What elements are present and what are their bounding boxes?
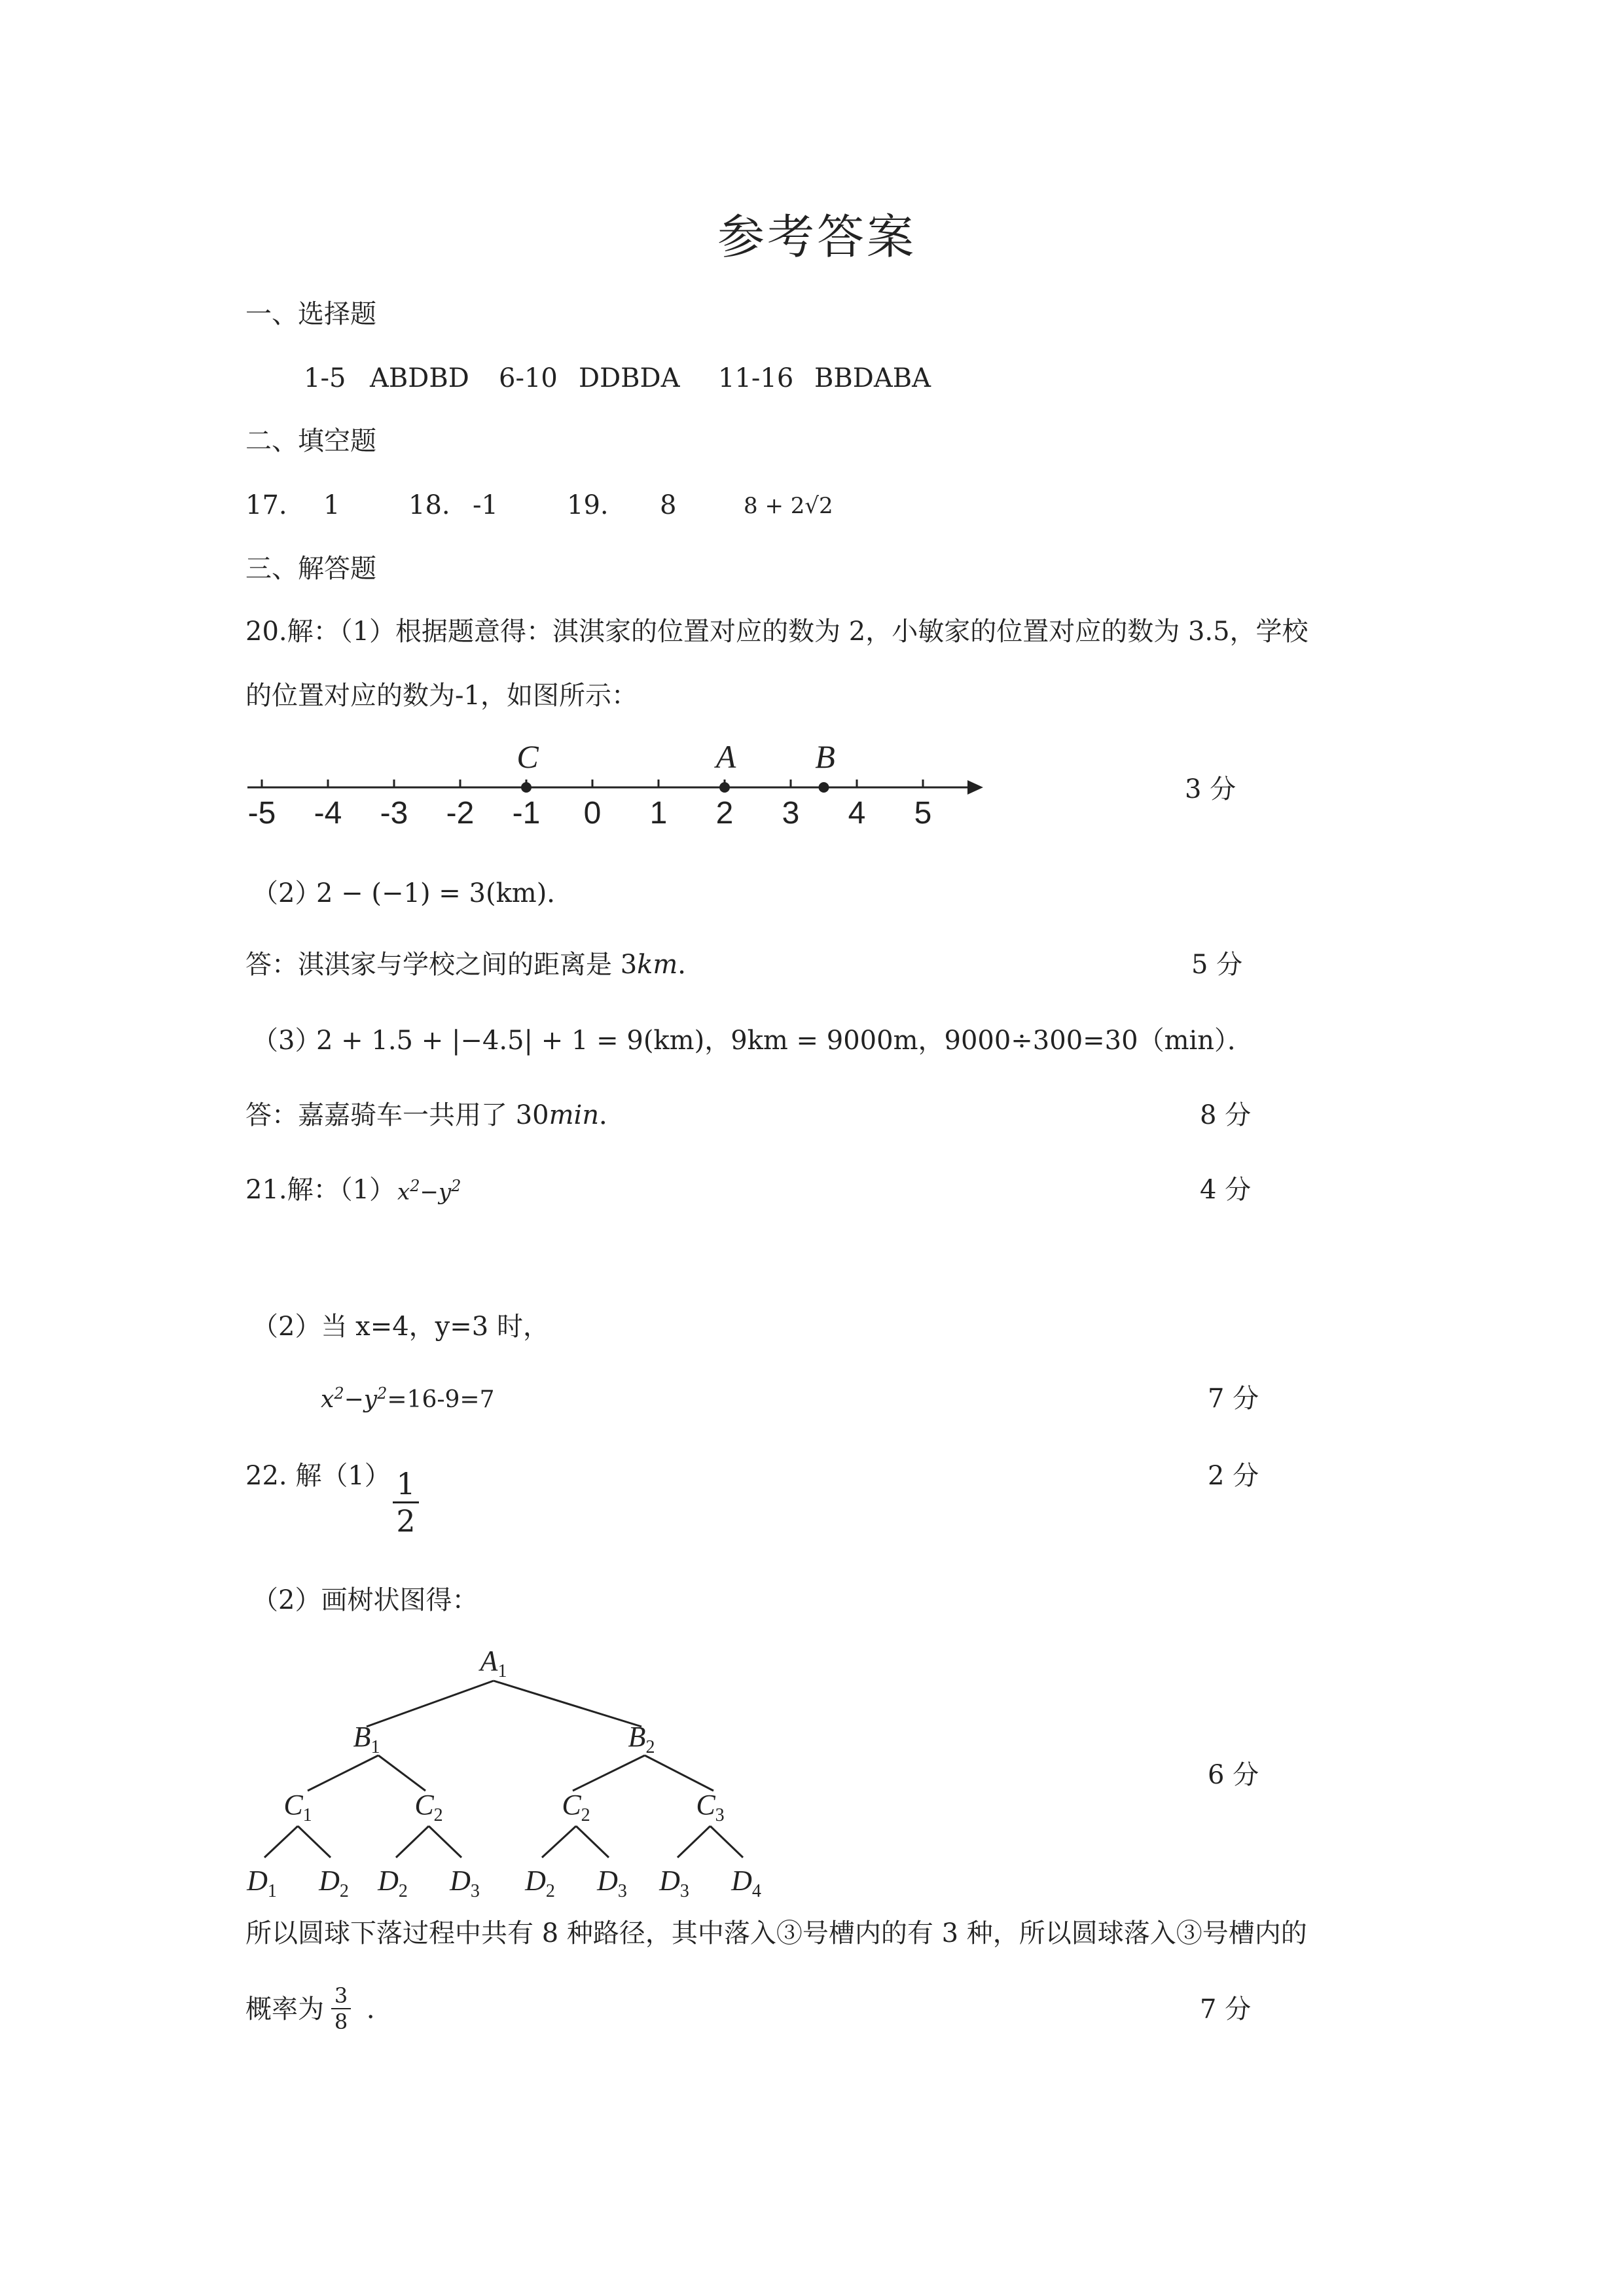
q22-frac1-den: 2: [396, 1503, 416, 1539]
q22-score3: 7 分: [1200, 1994, 1252, 2024]
tree-edge-b1-c2a: [378, 1755, 425, 1791]
tree-node-c3: $C_3$: [696, 1789, 725, 1825]
number-line-tick-label: 2: [715, 796, 734, 831]
tree-node-d3: $D_3$: [659, 1865, 689, 1901]
q21-part2: （2）当 x=4，y=3 时，: [252, 1312, 549, 1342]
q22-prob-prefix: 概率为: [245, 1994, 324, 2024]
q22-frac1-num: 1: [396, 1466, 416, 1501]
fill-ans-17: 1: [323, 490, 340, 520]
tree-edge-c2b-d2: [542, 1826, 576, 1857]
q20-part2-expr: 2 − (−1) = 3(km)．: [316, 878, 573, 908]
section2-heading: 二、填空题: [245, 426, 376, 456]
q20-answer3-unit: min: [549, 1100, 600, 1130]
q22-fraction-3-8: [331, 1983, 351, 2034]
fill-ans-18: -1: [473, 490, 498, 520]
tree-node-d3: $D_3$: [450, 1865, 480, 1901]
tree-edge-c1-d1: [264, 1826, 298, 1857]
q22-conclusion: 所以圆球下落过程中共有 8 种路径，其中落入③号槽内的有 3 种，所以圆球落入③号槽内的: [245, 1918, 1307, 1948]
fill-num-19: 19.: [567, 490, 609, 520]
tree-node-d3: $D_3$: [597, 1865, 627, 1901]
tree-node-d2: $D_2$: [378, 1865, 408, 1901]
q22-prob-suffix: ．: [367, 1994, 393, 2024]
q20-answer3-text: 答：嘉嘉骑车一共用了 30: [245, 1100, 549, 1130]
tree-edge-c1-d2: [298, 1826, 331, 1857]
q20-line2: 的位置对应的数为-1，如图所示：: [245, 681, 638, 711]
tree-node-a1: $A_1$: [480, 1645, 507, 1681]
q20-answer2-unit: km: [637, 950, 678, 980]
number-line-point-label-a: A: [715, 738, 736, 775]
q20-part3-expr: 2 + 1.5 + |−4.5| + 1 = 9(km)，9km = 9000m，9000÷300=30（min）．: [316, 1026, 1254, 1056]
tree-node-d1: $D_1$: [247, 1865, 277, 1901]
number-line-point-label-c: C: [516, 738, 539, 775]
tree-node-c1: $C_1$: [283, 1789, 312, 1825]
mc-range-1: 1-5: [304, 363, 346, 393]
mc-range-2: 6-10: [499, 363, 558, 393]
number-line-tick-label: -3: [380, 796, 408, 831]
q20-line1: 20.解：（1）根据题意得：淇淇家的位置对应的数为 2，小敏家的位置对应的数为 3.5，学校: [245, 617, 1308, 647]
tree-node-d2: $D_2$: [525, 1865, 555, 1901]
tree-node-c2: $C_2$: [414, 1789, 443, 1825]
number-line-tick-label: 5: [914, 796, 932, 831]
tree-edge-c2b-d3: [576, 1826, 609, 1857]
tree-edge-c3-d4: [710, 1826, 743, 1857]
q22-frac2-num: 3: [334, 1983, 348, 2008]
q22-part2: （2）画树状图得：: [252, 1585, 478, 1615]
q21-score2: 7 分: [1208, 1384, 1259, 1414]
tree-edge-b1-c1: [308, 1755, 378, 1791]
number-line-tick-label: -1: [512, 796, 541, 831]
tree-node-d2: $D_2$: [319, 1865, 349, 1901]
number-line-tick-label: 0: [583, 796, 602, 831]
number-line-tick-label: -2: [446, 796, 475, 831]
number-line-point-label-b: B: [815, 738, 835, 775]
number-line-tick-label: 3: [782, 796, 800, 831]
q22-line1: 22. 解（1）: [245, 1461, 391, 1491]
number-line-tick-label: -5: [247, 796, 276, 831]
number-line-tick-label: -4: [314, 796, 342, 831]
q20-answer2-text: 答：淇淇家与学校之间的距离是 3: [245, 950, 638, 980]
mc-answers-1: ABDBD: [370, 363, 469, 393]
page-title: 参考答案: [717, 209, 917, 264]
q20-part2-label: （2）: [252, 878, 321, 908]
q20-answer2-suffix: ．: [677, 950, 704, 980]
q22-score2: 6 分: [1208, 1760, 1259, 1790]
tree-edge-a1-b2: [494, 1681, 641, 1727]
fill-ans-19: 8: [660, 490, 677, 520]
q21-line1: 21.解：（1）: [245, 1175, 396, 1205]
number-line-tick-label: 1: [649, 796, 668, 831]
fill-ans-19-extra: 8 + 2√2: [744, 493, 833, 519]
mc-answers-2: DDBDA: [579, 363, 680, 393]
q20-score1: 3 分: [1185, 774, 1236, 804]
tree-node-b1: $B_1$: [353, 1721, 380, 1757]
mc-range-3: 11-16: [718, 363, 794, 393]
q20-score3: 8 分: [1200, 1100, 1252, 1130]
tree-edge-c2a-d2: [396, 1826, 429, 1857]
tree-node-b2: $B_2$: [628, 1721, 655, 1757]
section1-heading: 一、选择题: [245, 299, 376, 329]
section3-heading: 三、解答题: [245, 554, 376, 584]
tree-edges: [264, 1681, 743, 1857]
q20-score2: 5 分: [1191, 950, 1243, 980]
number-line-tick-label: 4: [848, 796, 866, 831]
q21-calc: $x^2-y^2=16-9=7$: [321, 1384, 495, 1413]
tree-edge-a1-b1: [367, 1681, 494, 1727]
tree-edge-c3-d3: [677, 1826, 710, 1857]
mc-answers-3: BBDABA: [814, 363, 931, 393]
q20-answer3-suffix: ．: [599, 1100, 626, 1130]
q21-expr: $x^2-y^2$: [397, 1177, 461, 1206]
fill-num-18: 18.: [408, 490, 450, 520]
q21-calc-result: =16-9=7: [387, 1386, 495, 1413]
tree-node-d4: $D_4$: [731, 1865, 761, 1901]
q21-score1: 4 分: [1200, 1175, 1252, 1205]
tree-edge-b2-c2b: [573, 1755, 645, 1791]
q22-score1: 2 分: [1208, 1461, 1259, 1491]
q20-part3-label: （3）: [252, 1026, 321, 1056]
tree-node-c2: $C_2$: [562, 1789, 590, 1825]
tree-edge-b2-c3: [645, 1755, 713, 1791]
fill-num-17: 17.: [245, 490, 287, 520]
q22-frac2-den: 8: [334, 2009, 348, 2034]
tree-edge-c2a-d3: [429, 1826, 461, 1857]
